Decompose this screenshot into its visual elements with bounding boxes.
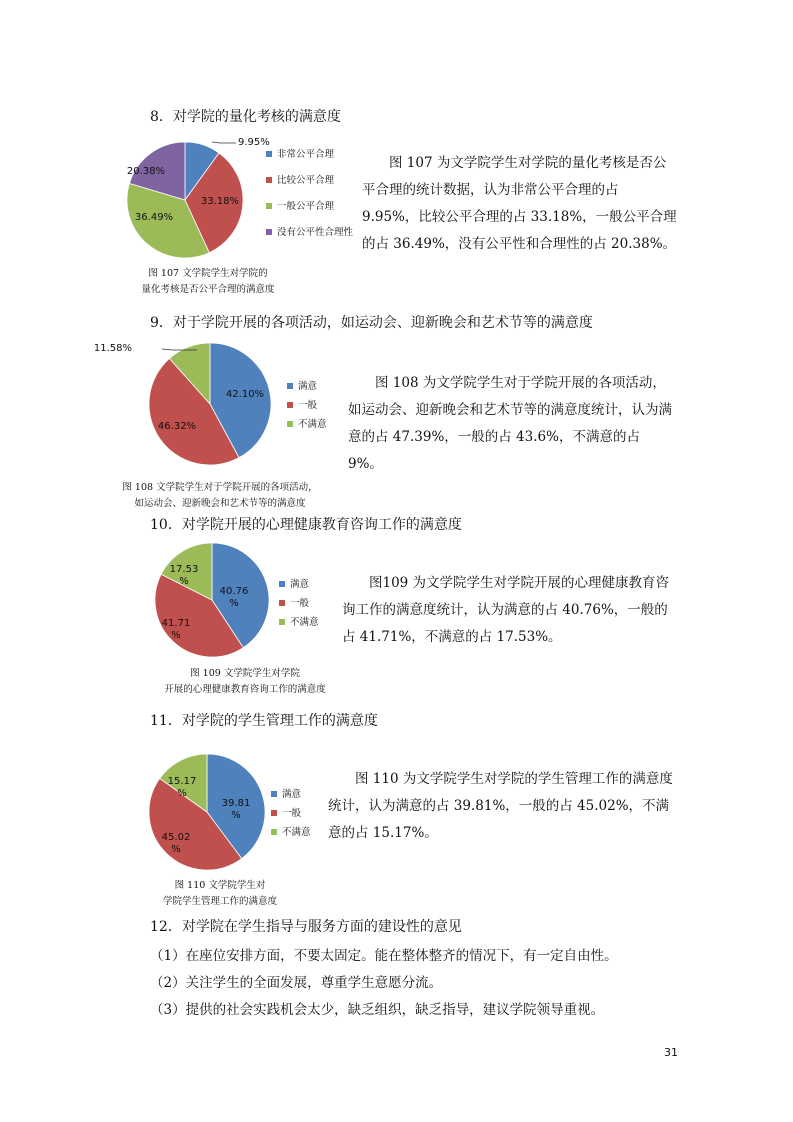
slice-label: 45.02 % <box>161 832 191 855</box>
opinion-item: （3）提供的社会实践机会太少，缺乏组织，缺乏指导，建议学院领导重视。 <box>150 1002 605 1018</box>
page-number: 31 <box>664 1046 678 1059</box>
section-9-paragraph: 图 108 为文学院学生对于学院开展的各项活动，如运动会、迎新晚会和艺术节等的满意度统计，认为满意的占 47.39%，一般的占 43.6%，不满意的占 9%。 <box>348 375 672 472</box>
legend-item <box>279 616 319 629</box>
legend-swatch <box>279 600 285 606</box>
slice-label: 9.95% <box>238 137 270 148</box>
slice-label: 46.32% <box>157 421 197 432</box>
legend-label: 一般公平合理 <box>277 201 335 212</box>
opinion-item: （1）在座位安排方面，不要太固定。能在整体整齐的情况下，有一定自由性。 <box>150 948 618 964</box>
slice-label: 42.10% <box>225 389 265 400</box>
slice-label: 11.58% <box>93 343 132 354</box>
legend-label: 满意 <box>290 579 310 590</box>
legend-109 <box>279 578 349 638</box>
slice-label: 41.71 % <box>161 618 191 641</box>
legend-item <box>279 578 309 591</box>
legend-item <box>266 148 355 161</box>
pie-chart-110 <box>140 750 280 878</box>
slice-label: 40.76 % <box>219 586 249 609</box>
legend-label: 不满意 <box>290 617 319 628</box>
figure-107-caption: 图 107 文学院学生对学院的 量化考核是否公平合理的满意度 <box>141 268 275 295</box>
slice-label: 36.49% <box>134 212 174 223</box>
legend-item <box>271 788 301 801</box>
legend-swatch <box>287 383 293 389</box>
section-8-paragraph: 图 107 为文学院学生对学院的量化考核是否公平合理的统计数据，认为非常公平合理的占 9.95%，比较公平合理的占 33.18%，一般公平合理的占 36.49%，没有公平性和合理性的占 20.38%。 <box>362 155 677 252</box>
legend-swatch <box>287 421 293 427</box>
legend-swatch <box>279 581 285 587</box>
legend-swatch <box>266 203 272 209</box>
legend-108 <box>287 380 357 440</box>
legend-item <box>287 418 327 431</box>
legend-item <box>287 399 317 412</box>
section-10-heading: 10．对学院开展的心理健康教育咨询工作的满意度 <box>150 517 462 533</box>
legend-label: 一般 <box>282 808 302 819</box>
legend-swatch <box>279 619 285 625</box>
legend-item <box>271 826 311 839</box>
legend-swatch <box>266 229 272 235</box>
figure-108-caption: 图 108 文学院学生对于学院开展的各项活动， 如运动会、迎新晚会和艺术节等的满意度 <box>122 482 318 509</box>
legend-item <box>279 597 309 610</box>
slice-label: 20.38% <box>126 166 166 177</box>
slice-label: 15.17 % <box>167 776 197 799</box>
section-10-paragraph: 图109 为文学院学生对学院开展的心理健康教育咨询工作的满意度统计，认为满意的占 40.76%，一般的占 41.71%，不满意的占 17.53%。 <box>342 575 670 645</box>
slice-label: 39.81 % <box>221 798 251 821</box>
legend-107 <box>266 148 366 258</box>
legend-swatch <box>266 177 272 183</box>
figure-110-caption: 图 110 文学院学生对 学院学生管理工作的满意度 <box>162 880 277 907</box>
legend-label: 非常公平合理 <box>277 149 335 160</box>
section-11-paragraph: 图 110 为文学院学生对学院的学生管理工作的满意度统计，认为满意的占 39.81%，一般的占 45.02%，不满意的占 15.17%。 <box>328 771 673 841</box>
legend-label: 比较公平合理 <box>277 175 335 186</box>
opinion-item: （2）关注学生的全面发展，尊重学生意愿分流。 <box>150 975 443 991</box>
section-11-heading: 11．对学院的学生管理工作的满意度 <box>150 713 378 729</box>
slice-label: 33.18% <box>200 196 240 207</box>
legend-item <box>266 174 355 187</box>
leader-line <box>212 142 236 143</box>
section-12-heading: 12．对学院在学生指导与服务方面的建设性的意见 <box>150 919 462 935</box>
legend-swatch <box>271 829 277 835</box>
figure-109-caption: 图 109 文学院学生对学院 开展的心理健康教育咨询工作的满意度 <box>164 668 326 695</box>
legend-label: 没有公平性合理性 <box>277 227 354 238</box>
pie-chart-108 <box>93 337 280 477</box>
legend-item <box>266 200 355 213</box>
legend-label: 不满意 <box>282 827 311 838</box>
legend-swatch <box>266 151 272 157</box>
legend-label: 一般 <box>298 400 318 411</box>
legend-label: 满意 <box>282 789 302 800</box>
legend-label: 不满意 <box>298 419 327 430</box>
legend-label: 一般 <box>290 598 310 609</box>
pie-chart-109 <box>140 538 280 666</box>
pie-chart-107 <box>110 130 270 270</box>
legend-label: 满意 <box>298 381 318 392</box>
legend-item <box>287 380 317 393</box>
legend-swatch <box>287 402 293 408</box>
section-8-heading: 8．对学院的量化考核的满意度 <box>150 109 341 125</box>
section-9-heading: 9．对于学院开展的各项活动，如运动会、迎新晚会和艺术节等的满意度 <box>150 315 593 331</box>
legend-swatch <box>271 791 277 797</box>
legend-item <box>266 226 355 239</box>
slice-label: 17.53 % <box>169 564 199 587</box>
legend-swatch <box>271 810 277 816</box>
legend-item <box>271 807 301 820</box>
